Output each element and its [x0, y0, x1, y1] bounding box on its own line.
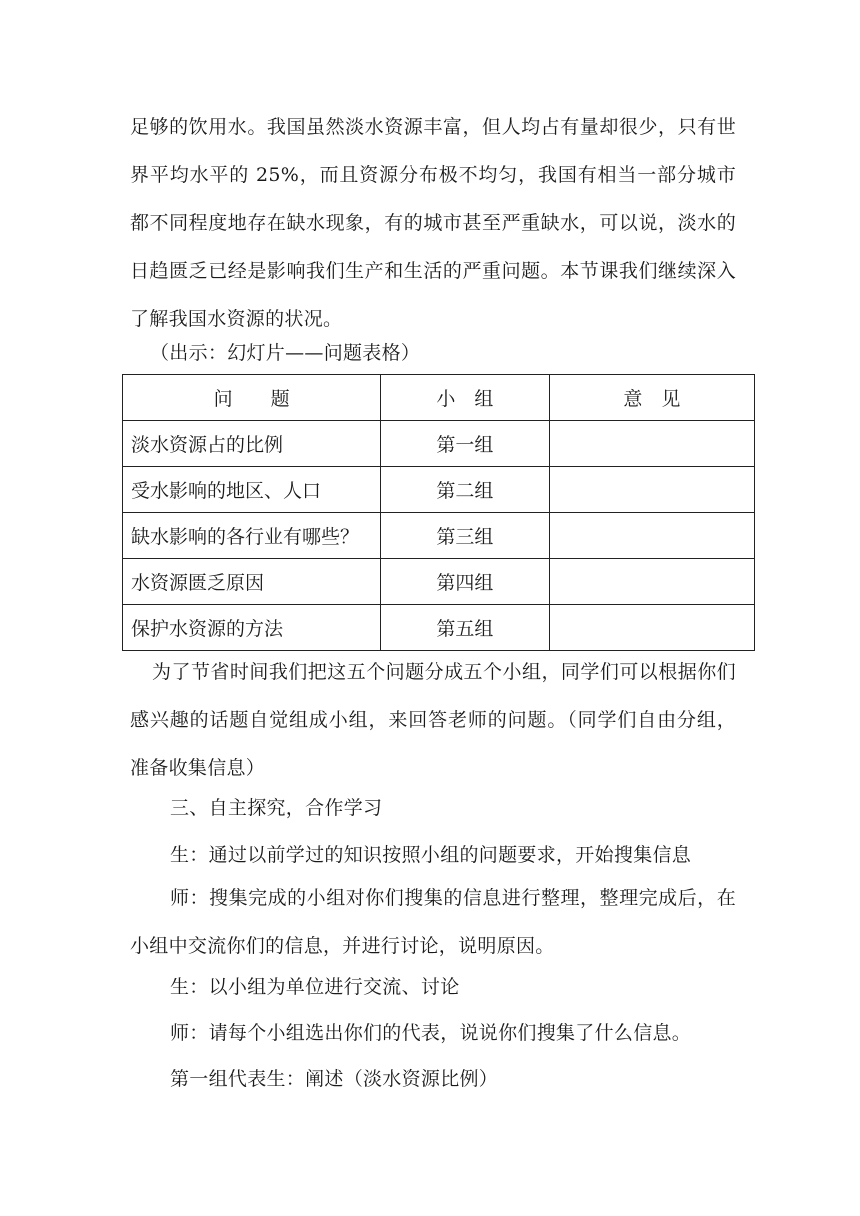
- group-cell: 第三组: [381, 513, 549, 559]
- teacher-paragraph-1: 师：搜集完成的小组对你们搜集的信息进行整理，整理完成后，在小组中交流你们的信息，并进行讨论，说明原因。: [130, 887, 736, 957]
- table-row: [123, 605, 755, 651]
- group-cell: 第四组: [381, 559, 549, 605]
- group-cell: 第五组: [381, 605, 549, 651]
- teacher-line-2: 师：请每个小组选出你们的代表，说说你们搜集了什么信息。: [170, 1022, 692, 1044]
- question-cell: 受水影响的地区、人口: [123, 467, 381, 513]
- header-group: 小 组: [381, 375, 549, 421]
- group-one-line: 第一组代表生：阐述（淡水资源比例）: [170, 1068, 499, 1090]
- section-three-heading: 三、自主探究，合作学习: [170, 797, 383, 819]
- student-line-2: 生：以小组为单位进行交流、讨论: [170, 976, 460, 998]
- opinion-cell: [549, 467, 754, 513]
- table-row: [123, 513, 755, 559]
- question-table: [122, 374, 755, 651]
- header-question: 问 题: [123, 375, 381, 421]
- table-row: [123, 559, 755, 605]
- table-header-row: [123, 375, 755, 421]
- question-cell: 淡水资源占的比例: [123, 421, 381, 467]
- opinion-cell: [549, 605, 754, 651]
- after-table-paragraph: 为了节省时间我们把这五个问题分成五个小组，同学们可以根据你们感兴趣的话题自觉组成小组，来回答老师的问题。（同学们自由分组，准备收集信息）: [130, 661, 736, 779]
- question-cell: 缺水影响的各行业有哪些？: [123, 513, 381, 559]
- table-row: [123, 467, 755, 513]
- opinion-cell: [549, 559, 754, 605]
- student-line-1: 生：通过以前学过的知识按照小组的问题要求，开始搜集信息: [170, 844, 692, 866]
- opinion-cell: [549, 421, 754, 467]
- question-cell: 保护水资源的方法: [123, 605, 381, 651]
- question-cell: 水资源匮乏原因: [123, 559, 381, 605]
- opinion-cell: [549, 513, 754, 559]
- header-opinion: 意 见: [549, 375, 754, 421]
- intro-paragraph: 足够的饮用水。我国虽然淡水资源丰富，但人均占有量却很少，只有世界平均水平的 25%，而且资源分布极不均匀，我国有相当一部分城市都不同程度地存在缺水现象，有的城市甚至严重缺水，可以说，淡水的日趋匮乏已经是影响我们生产和生活的严重问题。本节课我们继续深入了解我国水资源的状况。: [130, 116, 736, 330]
- group-cell: 第一组: [381, 421, 549, 467]
- slide-caption: （出示：幻灯片——问题表格）: [150, 342, 421, 364]
- table-row: [123, 421, 755, 467]
- group-cell: 第二组: [381, 467, 549, 513]
